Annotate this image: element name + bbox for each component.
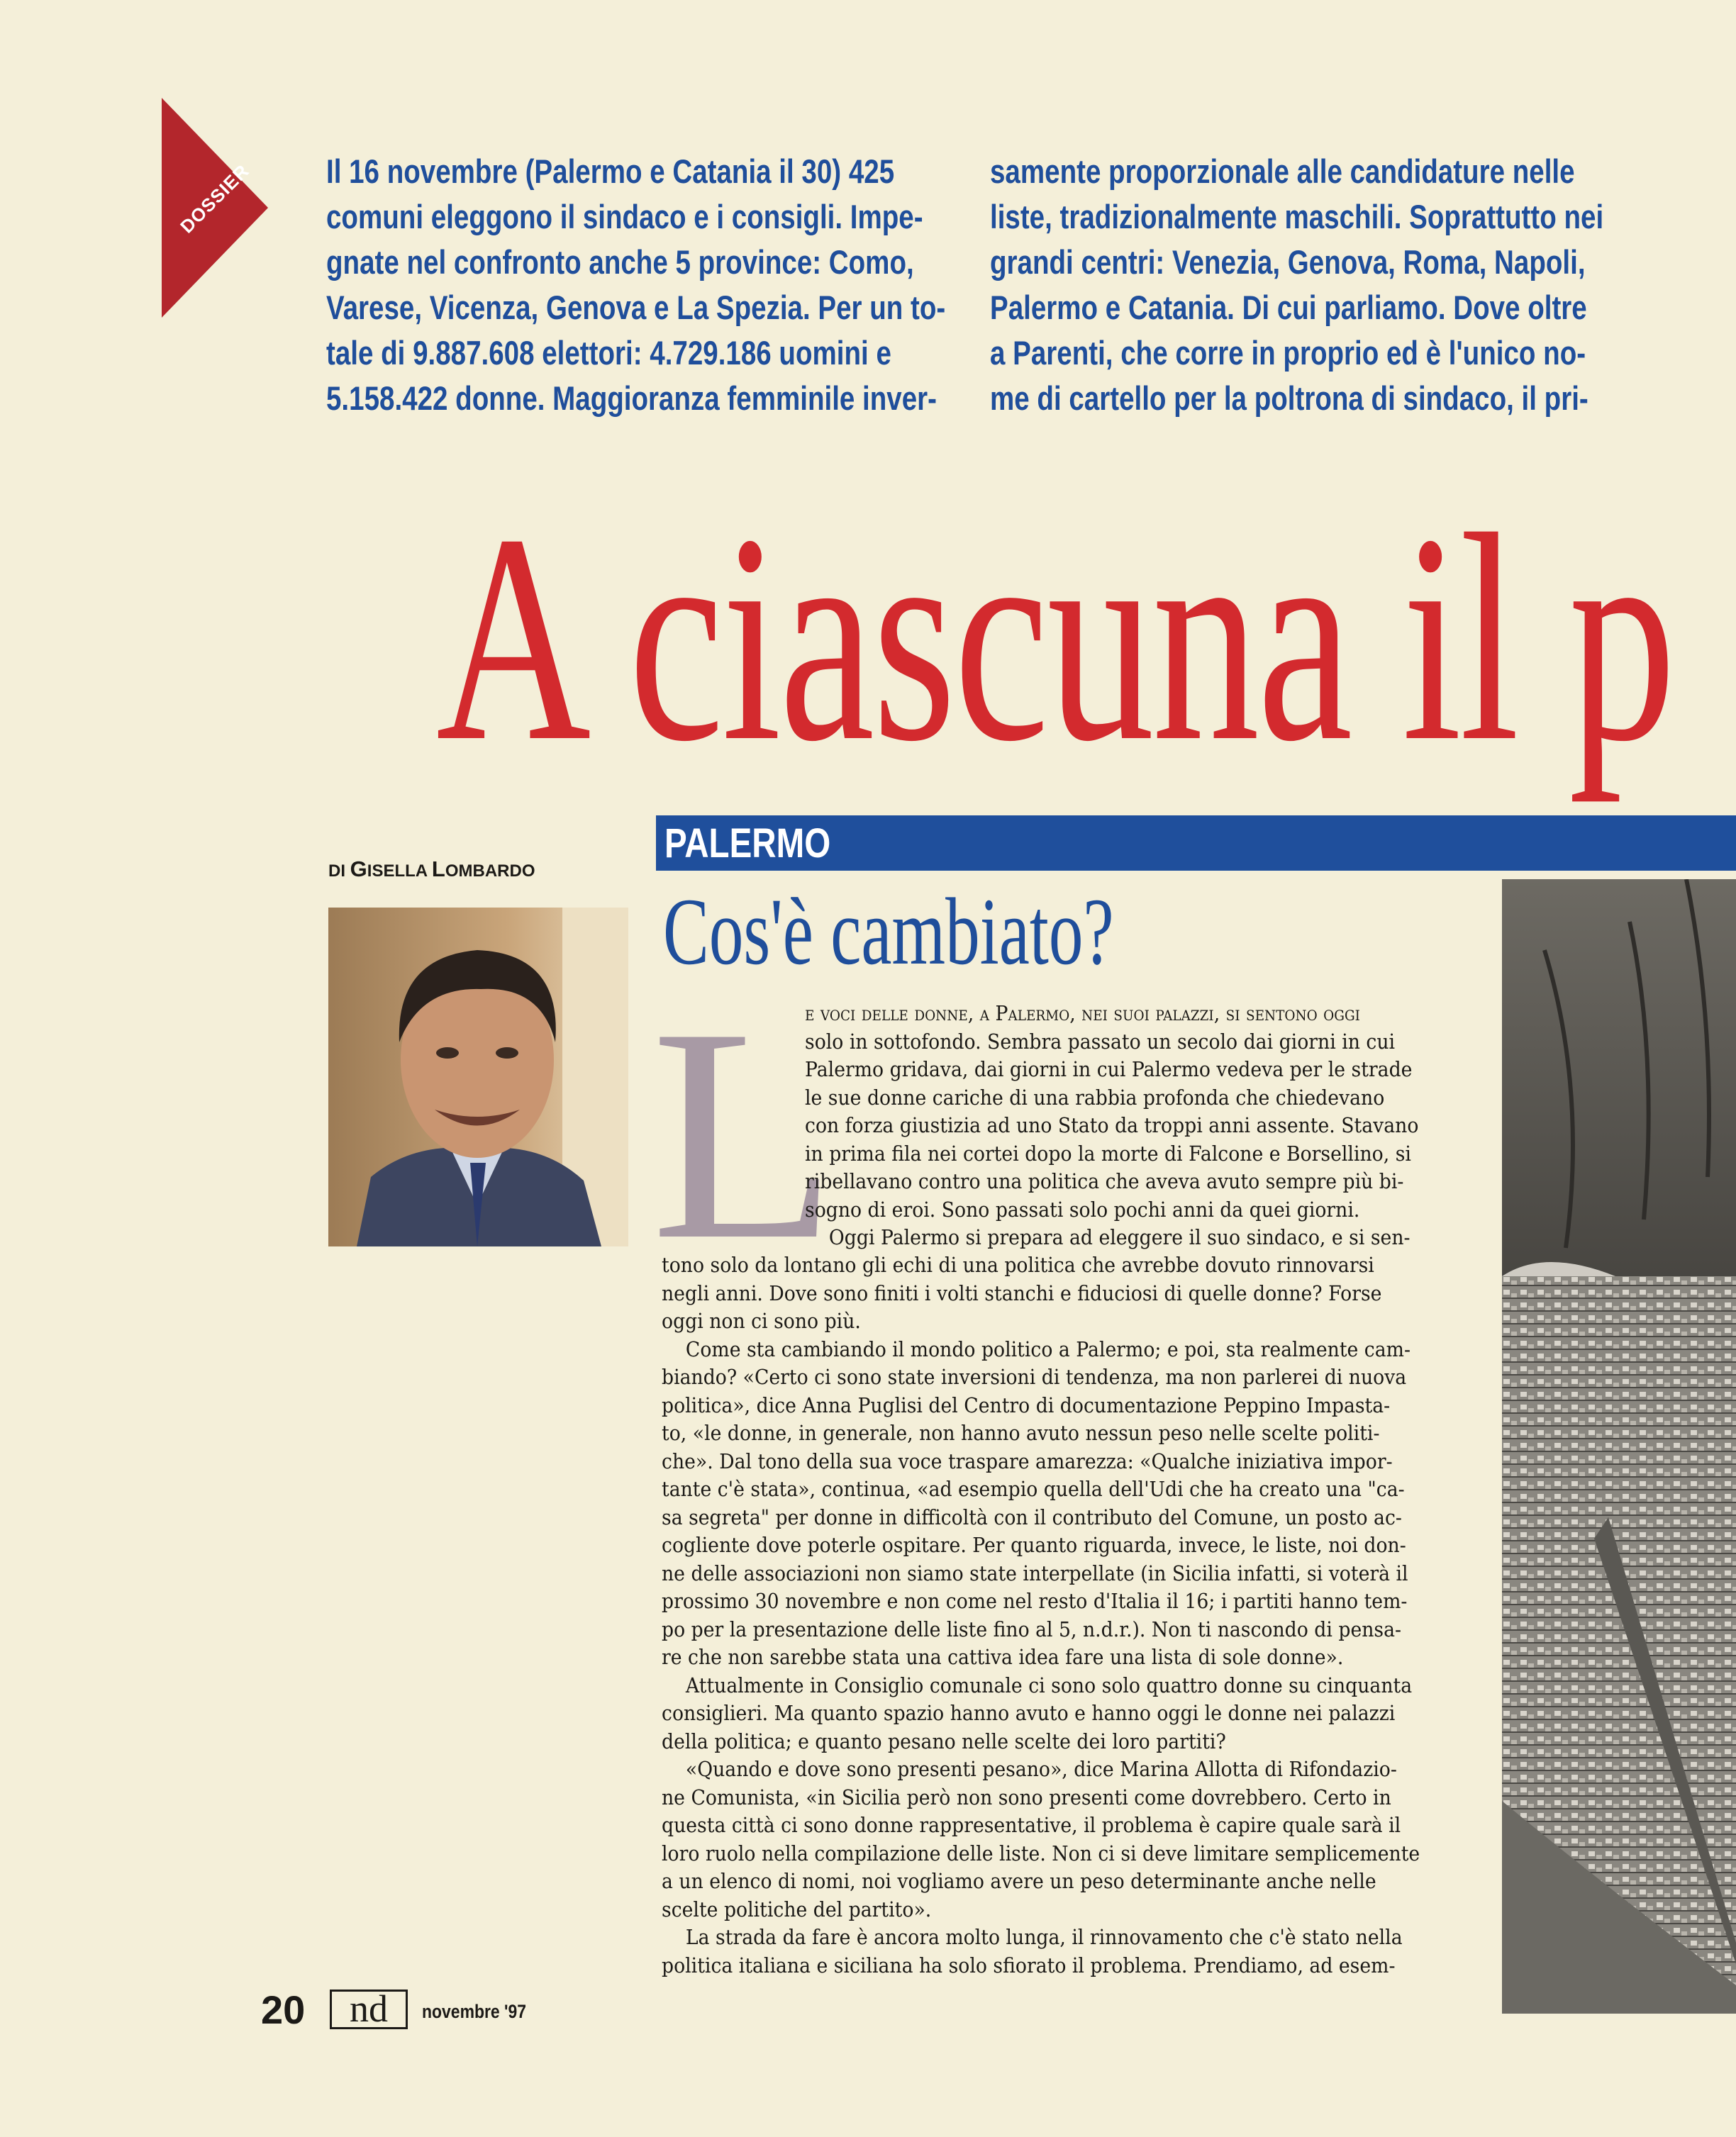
magazine-logo: nd (330, 1990, 408, 2029)
body-line: politica», dice Anna Puglisi del Centro di documentazione Peppino Impasta- (662, 1393, 1391, 1417)
body-line: in prima fila nei cortei dopo la morte di Falcone e Borsellino, si (805, 1141, 1411, 1166)
body-line: loro ruolo nella compilazione delle liste. Non ci si deve limitare semplicemente (662, 1841, 1420, 1865)
body-line: Palermo gridava, dai giorni in cui Palermo vedeva per le strade (805, 1057, 1413, 1081)
intro-line: gnate nel confronto anche 5 province: Como, (326, 243, 914, 281)
portrait-photo (328, 908, 628, 1246)
article-body (662, 1251, 1420, 1980)
drop-cap: L (651, 966, 838, 1303)
body-line: to, «le donne, in generale, non hanno avuto nessun peso nelle scelte politi- (662, 1421, 1380, 1445)
intro-line: grandi centri: Venezia, Genova, Roma, Napoli, (990, 243, 1586, 281)
section-label: PALERMO (664, 820, 831, 866)
intro-line: Varese, Vicenza, Genova e La Spezia. Per un to- (326, 289, 946, 326)
intro-line: me di cartello per la poltrona di sindaco, il pri- (990, 379, 1588, 417)
intro-line: Palermo e Catania. Di cui parliamo. Dove oltre (990, 289, 1587, 326)
byline-prefix: DI (328, 861, 345, 881)
body-line: solo in sottofondo. Sembra passato un secolo dai giorni in cui (805, 1029, 1396, 1054)
body-line: sogno di eroi. Sono passati solo pochi anni da quei giorni. (805, 1197, 1360, 1222)
byline (328, 857, 535, 882)
body-line: con forza giustizia ad uno Stato da troppi anni assente. Stavano (805, 1113, 1419, 1137)
body-line: prossimo 30 novembre e non come nel resto d'Italia il 16; i partiti hanno tem- (662, 1589, 1408, 1613)
city-photo (1502, 879, 1736, 2014)
intro-line: a Parenti, che corre in proprio ed è l'unico no- (990, 334, 1586, 372)
body-line: ribellavano contro una politica che aveva avuto sempre più bi- (805, 1169, 1404, 1193)
body-line: a un elenco di nomi, noi vogliamo avere un peso determinante anche nelle (662, 1869, 1376, 1893)
byline-surname: OMBARDO (445, 861, 535, 881)
body-line: le sue donne cariche di una rabbia profonda che chiedevano (805, 1085, 1385, 1110)
body-line: negli anni. Dove sono finiti i volti stanchi e fiduciosi di quelle donne? Forse (662, 1280, 1382, 1305)
body-line: Oggi Palermo si prepara ad eleggere il suo sindaco, e si sen- (805, 1225, 1410, 1249)
intro-line: Il 16 novembre (Palermo e Catania il 30) 425 (326, 152, 895, 190)
body-line: «Quando e dove sono presenti pesano», dice Marina Allotta di Rifondazio- (662, 1757, 1397, 1781)
body-line: cogliente dove poterle ospitare. Per quanto riguarda, invece, le liste, noi don- (662, 1533, 1406, 1557)
dossier-label: DOSSIER (176, 160, 254, 238)
body-line: consiglieri. Ma quanto spazio hanno avuto e hanno oggi le donne nei palazzi (662, 1701, 1396, 1725)
byline-initial: G (350, 857, 367, 881)
body-line: po per la presentazione delle liste fino al 5, n.d.r.). Non ti nascondo di pensa- (662, 1617, 1402, 1641)
body-line: che». Dal tono della sua voce traspare amarezza: «Qualche iniziativa impor- (662, 1449, 1393, 1473)
body-line: questa città ci sono donne rappresentative, il problema è capire quale sarà il (662, 1813, 1401, 1837)
intro-line: comuni eleggono il sindaco e i consigli. Impe- (326, 198, 923, 235)
body-line: oggi non ci sono più. (662, 1309, 861, 1333)
body-line: Come sta cambiando il mondo politico a Palermo; e poi, sta realmente cam- (662, 1337, 1410, 1361)
body-line: tante c'è stata», continua, «ad esempio quella dell'Udi che ha creato una "ca- (662, 1477, 1405, 1501)
body-line: politica italiana e siciliana ha solo sfiorato il problema. Prendiamo, ad esem- (662, 1953, 1396, 1977)
intro-line: liste, tradizionalmente maschili. Soprattutto nei (990, 198, 1604, 235)
subtitle: Cos'è cambiato? (663, 879, 1114, 985)
intro-line: 5.158.422 donne. Maggioranza femminile inver- (326, 379, 937, 417)
intro-left-column (326, 149, 945, 421)
body-line: e voci delle donne, a Palermo, nei suoi palazzi, si sentono oggi (805, 1001, 1360, 1025)
intro-line: samente proporzionale alle candidature nelle (990, 152, 1575, 190)
byline-initial: L (431, 857, 445, 881)
body-line: tono solo da lontano gli echi di una politica che avrebbe dovuto rinnovarsi (662, 1253, 1374, 1277)
body-line: ne delle associazioni non siamo state interpellate (in Sicilia infatti, si voterà il (662, 1561, 1408, 1585)
body-line: ne Comunista, «in Sicilia però non sono presenti come dovrebbero. Certo in (662, 1785, 1391, 1809)
body-line: re che non sarebbe stata una cattiva idea fare una lista di sole donne». (662, 1645, 1344, 1669)
body-line: sa segreta" per donne in difficoltà con il contributo del Comune, un posto ac- (662, 1505, 1402, 1529)
article-body-top (805, 1000, 1418, 1252)
body-line: La strada da fare è ancora molto lunga, il rinnovamento che c'è stato nella (662, 1925, 1403, 1949)
body-line: biando? «Certo ci sono state inversioni di tendenza, ma non parlerei di nuova (662, 1365, 1407, 1389)
headline: A ciascuna il p (436, 473, 1674, 803)
intro-right-column (990, 149, 1603, 421)
body-line: Attualmente in Consiglio comunale ci sono solo quattro donne su cinquanta (662, 1673, 1413, 1697)
byline-name: ISELLA (367, 861, 428, 881)
page-number: 20 (261, 1987, 306, 2032)
intro-line: tale di 9.887.608 elettori: 4.729.186 uomini e (326, 334, 891, 372)
body-line: della politica; e quanto pesano nelle scelte dei loro partiti? (662, 1729, 1226, 1753)
body-line: scelte politiche del partito». (662, 1897, 932, 1921)
issue-date: novembre '97 (422, 2001, 527, 2022)
